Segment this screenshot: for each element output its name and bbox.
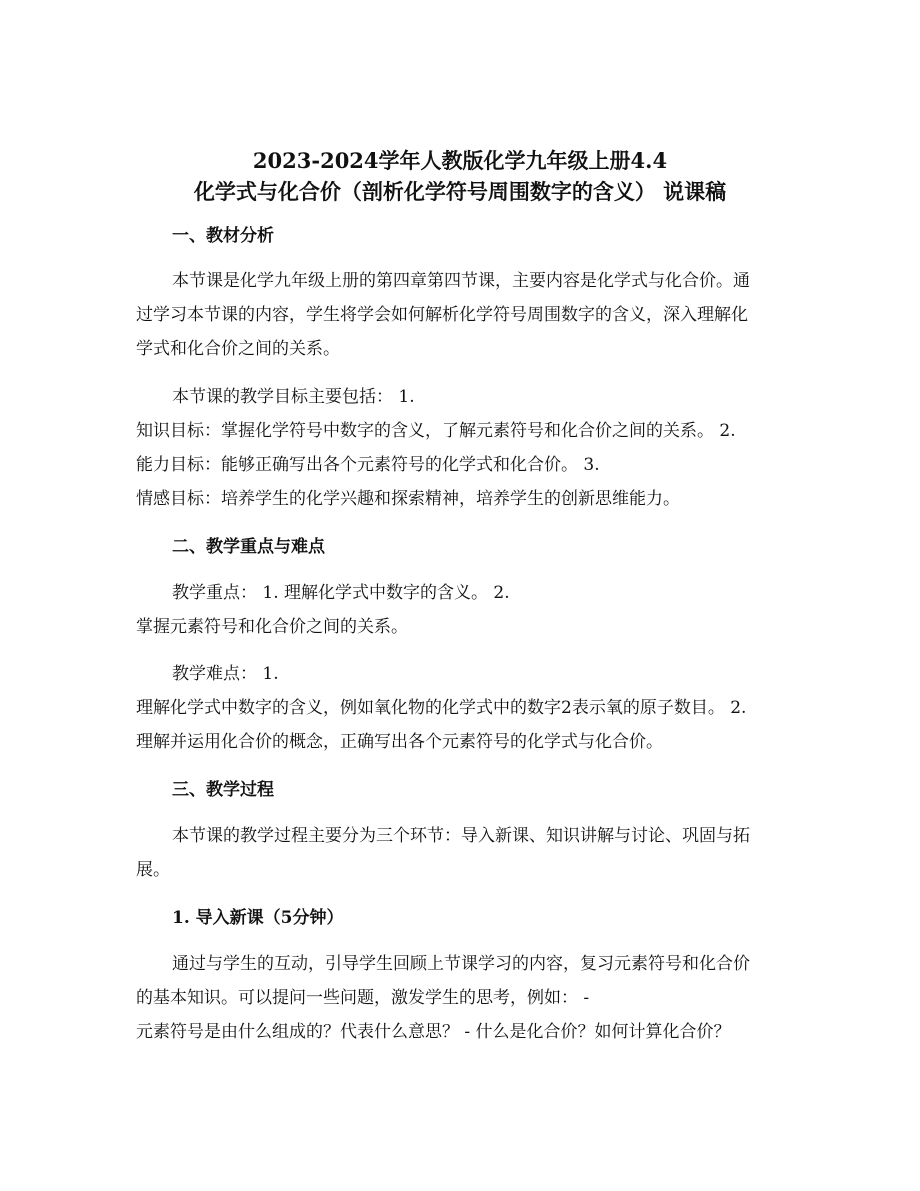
paragraph-line: 本节课的教学过程主要分为三个环节：导入新课、知识讲解与讨论、巩固与拓 (172, 826, 750, 846)
paragraph-line: 知识目标：掌握化学符号中数字的含义，了解元素符号和化合价之间的关系。 2. (136, 421, 736, 441)
paragraph-line: 能力目标：能够正确写出各个元素符号的化学式和化合价。 3. (136, 455, 600, 475)
paragraph-line: 掌握元素符号和化合价之间的关系。 (136, 617, 408, 637)
paragraph-line: 教学难点： 1. (172, 664, 279, 684)
section-heading-2: 二、教学重点与难点 (172, 537, 325, 557)
paragraph-line: 学式和化合价之间的关系。 (136, 339, 340, 359)
section-heading-3: 三、教学过程 (172, 780, 274, 800)
paragraph-line: 通过与学生的互动，引导学生回顾上节课学习的内容，复习元素符号和化合价 (172, 954, 750, 974)
paragraph-line: 本节课是化学九年级上册的第四章第四节课，主要内容是化学式与化合价。通 (172, 271, 750, 291)
subsection-heading-1: 1. 导入新课（5分钟） (172, 908, 344, 928)
paragraph-line: 的基本知识。可以提问一些问题，激发学生的思考，例如： - (136, 988, 590, 1008)
paragraph-line: 教学重点： 1. 理解化学式中数字的含义。 2. (172, 583, 510, 603)
paragraph-line: 本节课的教学目标主要包括： 1. (172, 387, 415, 407)
paragraph-line: 展。 (136, 860, 170, 880)
document-title-line2: 化学式与化合价（剖析化学符号周围数字的含义） 说课稿 (193, 179, 727, 204)
paragraph-line: 理解并运用化合价的概念，正确写出各个元素符号的化学式与化合价。 (136, 732, 663, 752)
section-heading-1: 一、教材分析 (172, 226, 274, 246)
paragraph-line: 元素符号是由什么组成的？代表什么意思？ - 什么是化合价？如何计算化合价？ (136, 1022, 731, 1042)
paragraph-line: 理解化学式中数字的含义，例如氧化物的化学式中的数字2表示氧的原子数目。 2. (136, 698, 747, 718)
paragraph-line: 情感目标：培养学生的化学兴趣和探索精神，培养学生的创新思维能力。 (136, 489, 680, 509)
paragraph-line: 过学习本节课的内容，学生将学会如何解析化学符号周围数字的含义，深入理解化 (136, 305, 748, 325)
document-title-line1: 2023-2024学年人教版化学九年级上册4.4 (252, 148, 668, 173)
